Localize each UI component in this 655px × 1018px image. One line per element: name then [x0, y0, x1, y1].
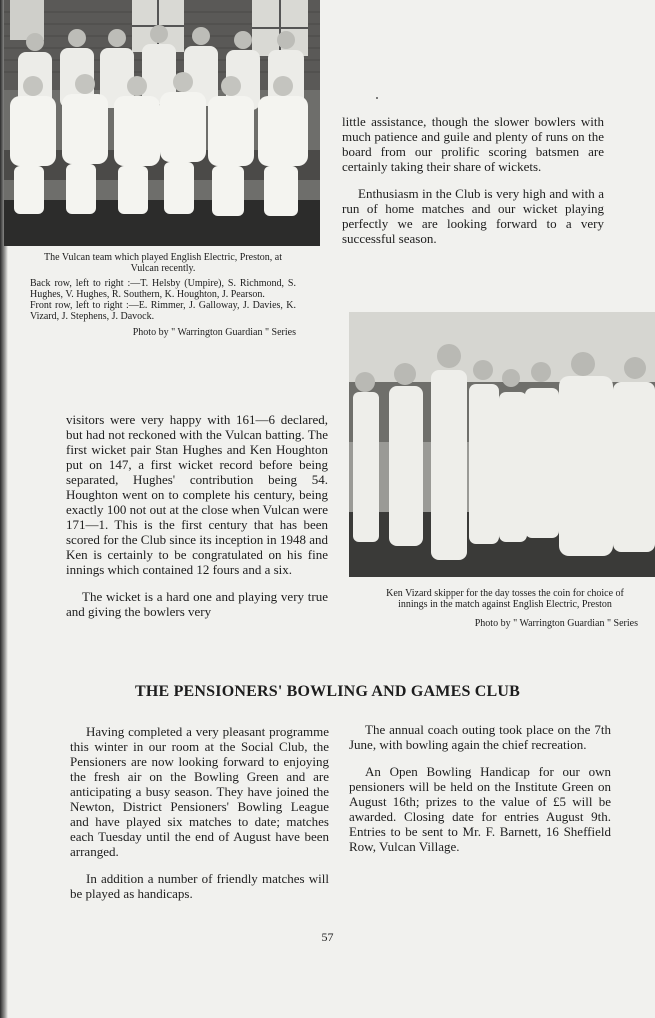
cricket-text-left: [66, 412, 328, 619]
coin-toss-caption: [372, 588, 638, 629]
coin-toss-credit: Photo by " Warrington Guardian " Series: [474, 618, 638, 629]
paragraph: Having completed a very pleasant programme this winter in our room at the Social Club, the Pensioners are now looking forward to enjoying the fresh air on the Bowling Green and are anticipating a busy season. They have joined the Newton, District Pensioners' Bowling League and have played six matches to date; matches each Tuesday until the end of August have been arranged.: [70, 724, 329, 859]
coin-toss-photo: [349, 312, 655, 577]
pensioners-text-left: [70, 724, 329, 901]
pensioners-text-right: [349, 722, 611, 854]
paragraph: The annual coach outing took place on the 7th June, with bowling again the chief recreation.: [349, 722, 611, 752]
front-row-names: Front row, left to right :—E. Rimmer, J. Galloway, J. Davies, K. Vizard, J. Stephens, J. Davock.: [30, 300, 296, 322]
cricket-text-right-top: [342, 114, 604, 246]
speck: [376, 97, 378, 99]
team-photo: [4, 0, 320, 246]
page-number: 57: [321, 930, 334, 944]
paragraph: visitors were very happy with 161—6 declared, but had not reckoned with the Vulcan batting. The first wicket pair Stan Hughes and Ken Houghton put on 147, a first wicket record before being separated, Hughes' contribution being 54. Houghton went on to complete his century, being exactly 100 not out at the close when Vulcan were 171—1. This is the first century that has been scored for the Club since its inception in 1948 and Ken is certainly to be congratulated on his fine innings which contained 12 fours and a six.: [66, 412, 328, 577]
back-row-names: Back row, left to right :—T. Helsby (Umpire), S. Richmond, S. Hughes, V. Hughes, R. Southern, K. Houghton, J. Pearson.: [30, 278, 296, 300]
paragraph: little assistance, though the slower bowlers with much patience and guile and plenty of runs on the board from our prolific scoring batsmen are certainly taking their share of wickets.: [342, 114, 604, 174]
paragraph: In addition a number of friendly matches will be played as handicaps.: [70, 871, 329, 901]
section-heading: THE PENSIONERS' BOWLING AND GAMES CLUB: [134, 683, 520, 700]
team-photo-caption-title: The Vulcan team which played English Electric, Preston, at Vulcan recently.: [43, 252, 283, 274]
paragraph: An Open Bowling Handicap for our own pensioners will be held on the Institute Green on August 16th; prizes to the value of £5 will be awarded. Closing date for entries August 9th. Entries to be sent to Mr. F. Barnett, 16 Sheffield Row, Vulcan Village.: [349, 764, 611, 854]
team-photo-credit: Photo by " Warrington Guardian " Series: [132, 327, 296, 338]
paragraph: The wicket is a hard one and playing very true and giving the bowlers very: [66, 589, 328, 619]
paragraph: Enthusiasm in the Club is very high and with a run of home matches and our wicket playing perfectly we are looking forward to a very successful season.: [342, 186, 604, 246]
team-photo-caption: [30, 252, 296, 338]
coin-toss-caption-text: Ken Vizard skipper for the day tosses the coin for choice of innings in the match against English Electric, Preston: [386, 588, 624, 610]
